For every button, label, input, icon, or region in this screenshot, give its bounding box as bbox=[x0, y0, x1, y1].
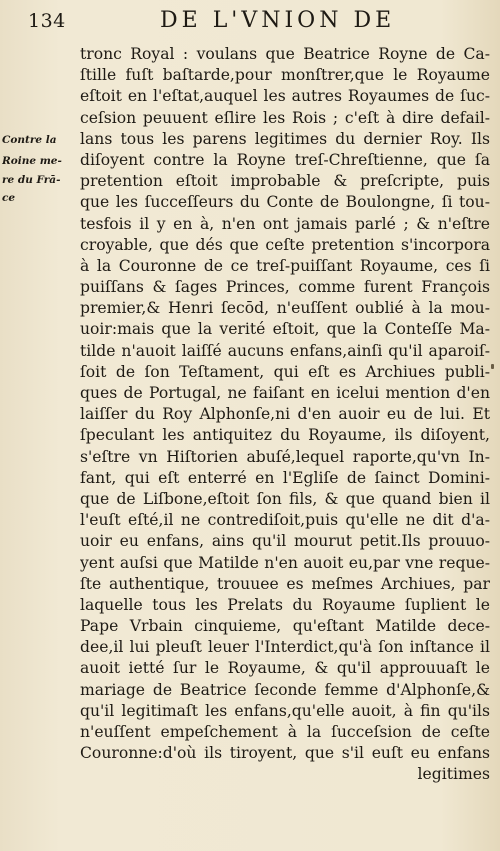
text-line: que les ſucceſſeurs du Conte de Boulongne, ſi tou- bbox=[80, 193, 490, 212]
text-line: l'euſt eſté,il ne contrediſoit,puis qu'elle ne dit d'a- bbox=[80, 511, 490, 530]
text-line: croyable, que dés que ceſte pretention s'incorpora bbox=[80, 235, 490, 254]
text-line: auoit ietté ſur le Royaume, & qu'il approuuaſt le bbox=[80, 659, 490, 678]
text-line: tesfois il y en à, n'en ont jamais parlé ; & n'eſtre bbox=[80, 214, 490, 233]
text-line: qu'il legitimaſt les enfans,qu'elle auoit, à fin qu'ils bbox=[80, 701, 490, 720]
text-line: s'eſtre vn Hiſtorien abuſé,lequel raporte,qu'vn In- bbox=[80, 447, 490, 466]
page-header bbox=[0, 8, 500, 38]
text-line: ſte authentique, trouuee es meſmes Archiues, par bbox=[80, 574, 490, 593]
text-line: laquelle tous les Prelats du Royaume ſuplient le bbox=[80, 595, 490, 614]
margin-note: Roine me- bbox=[2, 155, 62, 167]
text-line: ſtille fuſt baſtarde,pour monſtrer,que le Royaume bbox=[80, 66, 490, 85]
text-line: mariage de Beatrice ſeconde femme d'Alphonſe,& bbox=[80, 680, 490, 699]
running-title: DE L'VNION DE bbox=[160, 8, 396, 33]
margin-note: ce bbox=[2, 192, 16, 204]
text-line: ceſsion peuuent eſlire les Rois ; c'eſt à dire defail- bbox=[80, 108, 490, 127]
text-line: ſpeculant les antiquitez du Royaume, ils diſoyent, bbox=[80, 426, 490, 445]
text-line: fant, qui eſt enterré en l'Egliſe de ſainct Domini- bbox=[80, 468, 490, 487]
text-line: n'euſſent empeſchement à la ſucceſsion de ceſte bbox=[80, 723, 490, 741]
text-line: tilde n'auoit laiſſé aucuns enfans,ainſi qu'il aparoiſ- bbox=[80, 341, 490, 360]
text-line: laiſſer du Roy Alphonſe,ni d'en auoir eu de lui. Et bbox=[80, 405, 490, 424]
text-line: diſoyent contre la Royne treſ-Chreſtienne, que ſa bbox=[80, 150, 490, 169]
text-line: tronc Royal : voulans que Beatrice Royne de Ca- bbox=[80, 45, 490, 63]
text-line: yent auſsi que Matilde n'en auoit eu,par vne reque- bbox=[80, 553, 490, 572]
text-line: uoir eu enfans, ains qu'il mourut petit.Ils prouuo- bbox=[80, 532, 490, 551]
text-line: premier,& Henri ſecōd, n'euſſent oublié à la mou- bbox=[80, 299, 490, 318]
text-line: lans tous les parens legitimes du dernier Roy. Ils bbox=[80, 129, 490, 148]
page-number: 134 bbox=[28, 10, 66, 32]
text-line: ques de Portugal, ne faiſant en icelui mention d'en bbox=[80, 384, 490, 402]
body-text bbox=[80, 44, 490, 786]
text-line: Pape Vrbain cinquieme, qu'eſtant Matilde dece- bbox=[80, 617, 490, 636]
margin-note: Contre la bbox=[2, 134, 57, 146]
text-line: puiſſans & ſages Princes, comme furent François bbox=[80, 278, 490, 297]
text-line: ſoit de ſon Teſtament, qui eſt es Archiues publi- bbox=[80, 362, 490, 381]
text-line: dee,il lui pleuſt leuer l'Interdict,qu'à ſon inſtance il bbox=[80, 638, 490, 657]
text-line: que de Liſbone,eſtoit ſon fils, & que quand bien il bbox=[80, 489, 490, 508]
text-line-catchword: legitimes bbox=[417, 765, 490, 784]
text-line: uoir:mais que la verité eſtoit, que la Conteſſe Ma- bbox=[80, 320, 490, 339]
text-line: eſtoit en l'eſtat,auquel les autres Royaumes de ſuc- bbox=[80, 87, 490, 106]
page-edge-mark bbox=[491, 364, 494, 369]
text-line: à la Couronne de ce treſ-puiſſant Royaume, ces ſi bbox=[80, 256, 490, 275]
margin-note: re du Frā- bbox=[2, 174, 61, 186]
text-line: pretention eſtoit improbable & preſcripte, puis bbox=[80, 172, 490, 191]
text-line: Couronne:d'où ils tiroyent, que s'il euſt eu enfans bbox=[80, 744, 490, 763]
